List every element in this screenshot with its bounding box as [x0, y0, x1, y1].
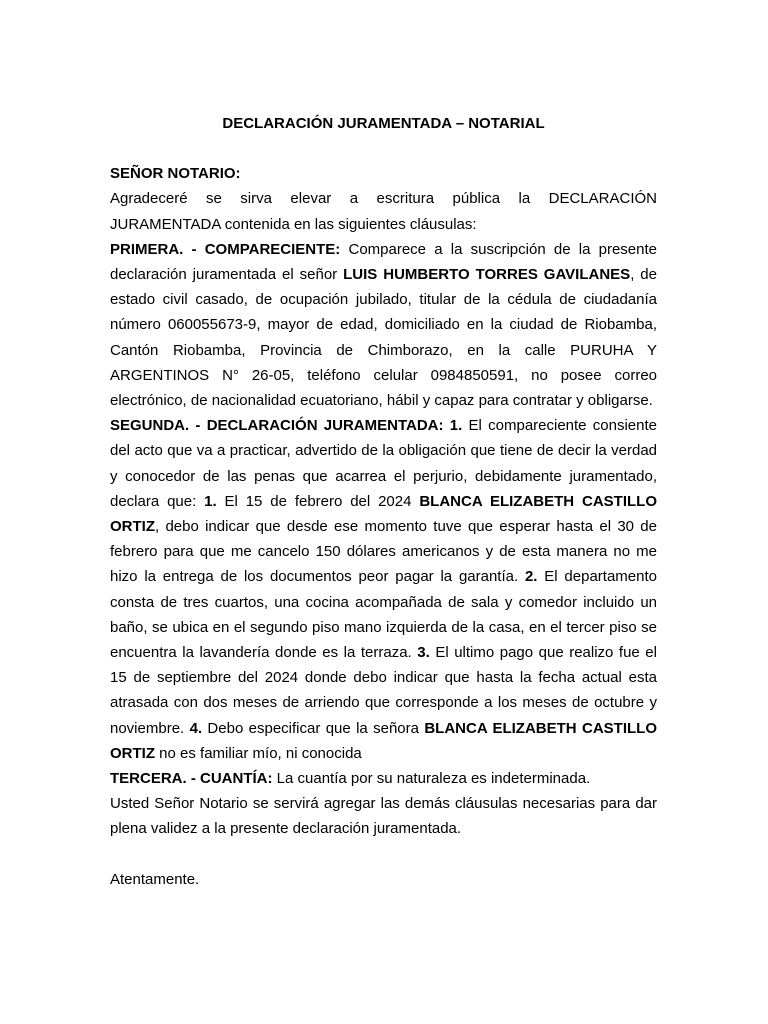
salutation	[110, 161, 657, 186]
intro-paragraph: Agradeceré se sirva elevar a escritura pública la DECLARACIÓN JURAMENTADA contenida en las siguientes cláusulas:	[110, 190, 657, 233]
declarant-name: LUIS HUMBERTO TORRES GAVILANES	[343, 266, 631, 284]
clause-segunda-text-1: El compareciente consiente del acto que va a practicar, advertido de la obligación que tiene de decir la verdad y conocedor de las penas que acarrea el perjurio, debidamente juramentado, declara que:	[110, 417, 657, 510]
spacer	[110, 136, 657, 161]
clause-primera-text-1: Comparece a la suscripción de la presente declaración juramentada el señor	[110, 240, 657, 284]
clause-tercera-text: La cuantía por su naturaleza es indeterminada.	[272, 770, 591, 788]
document-title: DECLARACIÓN JURAMENTADA – NOTARIAL	[222, 115, 545, 132]
clause-segunda	[110, 413, 657, 766]
clause-segunda-text-7: no es familiar mío, ni conocida	[155, 744, 362, 762]
item-number: 1.	[449, 417, 463, 435]
landlord-name: BLANCA ELIZABETH CASTILLO ORTIZ	[110, 492, 657, 536]
clause-segunda-text-6: Debo especificar que la señora	[202, 719, 425, 737]
clause-segunda-text-5: El ultimo pago que realizo fue el 15 de septiembre del 2024 donde debo indicar que hasta la fecha actual esta atrasada con dos meses de arriendo que corresponde a los meses de octubre y noviembre.	[110, 644, 657, 737]
item-number: 4.	[189, 719, 203, 737]
clause-tercera	[110, 766, 657, 791]
clause-segunda-text-4: El departamento consta de tres cuartos, una cocina acompañada de sala y comedor incluido un baño, se ubica en el segundo piso mano izquierda de la casa, en el tercer piso se encuentra la lavandería donde es la terraza.	[110, 568, 657, 662]
clause-primera	[110, 237, 657, 413]
clause-segunda-text-2: El 15 de febrero del 2024	[216, 492, 420, 510]
clause-primera-text-2: , de estado civil casado, de ocupación jubilado, titular de la cédula de ciudadanía número 060055673-9, mayor de edad, domiciliado en la ciudad de Riobamba, Cantón Riobamba, Provincia de Chimborazo, en la calle PURUHA Y ARGENTINOS N° 26-05, teléfono celular 0984850591, no posee correo electrónico, de nacionalidad ecuatoriano, hábil y capaz para contratar y obligarse.	[110, 266, 657, 410]
salutation-text: SEÑOR NOTARIO:	[110, 165, 241, 183]
clause-segunda-heading: SEGUNDA. - DECLARACIÓN JURAMENTADA:	[110, 417, 444, 435]
clause-tercera-heading: TERCERA. - CUANTÍA:	[110, 770, 273, 788]
item-number: 1.	[204, 492, 217, 510]
spacer	[110, 842, 657, 867]
item-number: 3.	[417, 644, 430, 662]
clause-segunda-text-3: , debo indicar que desde ese momento tuve que esperar hasta el 30 de febrero para que me cancelo 150 dólares americanos y de esta manera no me hizo la entrega de los documentos peor pagar la garantía.	[110, 518, 657, 586]
document-body	[110, 111, 657, 892]
landlord-name: BLANCA ELIZABETH CASTILLO ORTIZ	[110, 719, 657, 762]
clause-primera-heading: PRIMERA. - COMPARECIENTE:	[110, 240, 341, 258]
sign-off: Atentamente.	[110, 870, 200, 888]
closing-paragraph: Usted Señor Notario se servirá agregar las demás cláusulas necesarias para dar plena validez a la presente declaración juramentada.	[110, 795, 657, 838]
item-number: 2.	[524, 568, 538, 586]
